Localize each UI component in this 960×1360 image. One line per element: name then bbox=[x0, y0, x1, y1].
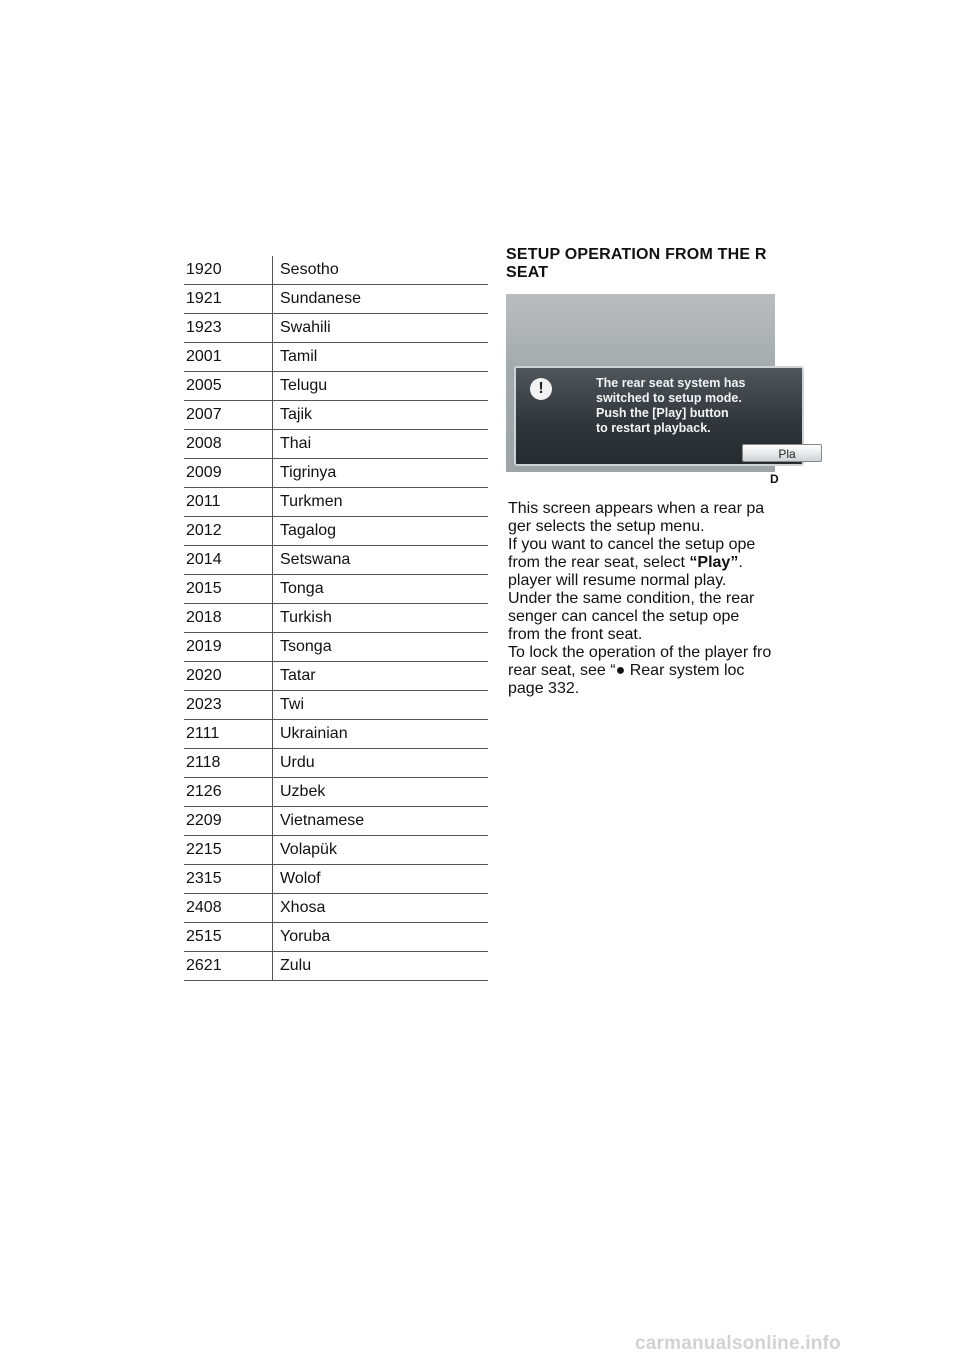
table-row bbox=[184, 952, 488, 981]
language-code: 1920 bbox=[184, 256, 273, 285]
table-row bbox=[184, 575, 488, 604]
language-name: Uzbek bbox=[273, 778, 489, 807]
language-name: Tatar bbox=[273, 662, 489, 691]
language-code: 2126 bbox=[184, 778, 273, 807]
language-name: Xhosa bbox=[273, 894, 489, 923]
language-code-table bbox=[184, 256, 488, 981]
dialog-message-line: Push the [Play] button bbox=[596, 406, 729, 420]
language-code: 2515 bbox=[184, 923, 273, 952]
table-row bbox=[184, 923, 488, 952]
language-code: 2014 bbox=[184, 546, 273, 575]
section-heading-line1: SETUP OPERATION FROM THE R bbox=[506, 246, 767, 263]
language-code: 2209 bbox=[184, 807, 273, 836]
language-name: Setswana bbox=[273, 546, 489, 575]
table-row bbox=[184, 778, 488, 807]
table-row bbox=[184, 720, 488, 749]
table-row bbox=[184, 517, 488, 546]
language-name: Telugu bbox=[273, 372, 489, 401]
language-name: Turkmen bbox=[273, 488, 489, 517]
table-row bbox=[184, 604, 488, 633]
table-row bbox=[184, 894, 488, 923]
body-text-fragment: . bbox=[738, 554, 743, 571]
table-row bbox=[184, 633, 488, 662]
language-name: Ukrainian bbox=[273, 720, 489, 749]
body-line: player will resume normal play. bbox=[508, 572, 727, 589]
language-name: Volapük bbox=[273, 836, 489, 865]
dialog-message bbox=[596, 376, 796, 436]
body-line: page 332. bbox=[508, 680, 580, 697]
language-name: Tsonga bbox=[273, 633, 489, 662]
language-code: 2118 bbox=[184, 749, 273, 778]
body-line: To lock the operation of the player fro bbox=[508, 644, 772, 661]
table-row bbox=[184, 865, 488, 894]
table-row bbox=[184, 401, 488, 430]
body-line: If you want to cancel the setup ope bbox=[508, 536, 756, 553]
section-body bbox=[508, 500, 808, 698]
language-name: Wolof bbox=[273, 865, 489, 894]
body-text-fragment: from the rear seat, select bbox=[508, 554, 690, 571]
table-row bbox=[184, 546, 488, 575]
table-row bbox=[184, 459, 488, 488]
section-heading bbox=[506, 246, 866, 282]
setup-mode-dialog bbox=[514, 366, 804, 466]
language-name: Thai bbox=[273, 430, 489, 459]
body-line: from the front seat. bbox=[508, 626, 643, 643]
setup-operation-section bbox=[506, 246, 796, 766]
dialog-message-line: to restart playback. bbox=[596, 421, 711, 435]
language-code: 2111 bbox=[184, 720, 273, 749]
body-line: Under the same condition, the rear bbox=[508, 590, 755, 607]
language-code: 2019 bbox=[184, 633, 273, 662]
language-code: 2621 bbox=[184, 952, 273, 981]
language-code: 2408 bbox=[184, 894, 273, 923]
body-line: ger selects the setup menu. bbox=[508, 518, 705, 535]
language-name: Tajik bbox=[273, 401, 489, 430]
language-code: 2005 bbox=[184, 372, 273, 401]
dialog-message-line: switched to setup mode. bbox=[596, 391, 742, 405]
table-row bbox=[184, 749, 488, 778]
setup-mode-screenshot bbox=[506, 294, 796, 472]
body-line: This screen appears when a rear pa bbox=[508, 500, 765, 517]
section-heading-line2: SEAT bbox=[506, 264, 549, 281]
language-code: 1921 bbox=[184, 285, 273, 314]
language-name: Yoruba bbox=[273, 923, 489, 952]
table-row bbox=[184, 807, 488, 836]
language-name: Tamil bbox=[273, 343, 489, 372]
body-line: senger can cancel the setup ope bbox=[508, 608, 740, 625]
language-code: 2008 bbox=[184, 430, 273, 459]
table-row bbox=[184, 343, 488, 372]
language-code: 2009 bbox=[184, 459, 273, 488]
table-row bbox=[184, 256, 488, 285]
language-name: Twi bbox=[273, 691, 489, 720]
table-row bbox=[184, 372, 488, 401]
language-code: 2023 bbox=[184, 691, 273, 720]
table-row bbox=[184, 430, 488, 459]
language-code: 2011 bbox=[184, 488, 273, 517]
language-name: Turkish bbox=[273, 604, 489, 633]
language-name: Zulu bbox=[273, 952, 489, 981]
language-name: Tonga bbox=[273, 575, 489, 604]
language-code: 2215 bbox=[184, 836, 273, 865]
table-row bbox=[184, 836, 488, 865]
language-code: 2315 bbox=[184, 865, 273, 894]
table-row bbox=[184, 662, 488, 691]
language-code: 2001 bbox=[184, 343, 273, 372]
language-code: 2020 bbox=[184, 662, 273, 691]
language-code-rows bbox=[184, 256, 488, 981]
screen-background bbox=[506, 294, 775, 364]
language-code: 2007 bbox=[184, 401, 273, 430]
site-watermark: carmanualsonline.info bbox=[635, 1333, 841, 1354]
body-line bbox=[508, 554, 808, 572]
language-code: 1923 bbox=[184, 314, 273, 343]
language-name: Urdu bbox=[273, 749, 489, 778]
language-name: Tigrinya bbox=[273, 459, 489, 488]
warning-icon: ! bbox=[530, 378, 552, 400]
body-line: rear seat, see “● Rear system loc bbox=[508, 662, 745, 679]
language-code: 2018 bbox=[184, 604, 273, 633]
table-row bbox=[184, 691, 488, 720]
language-name: Vietnamese bbox=[273, 807, 489, 836]
language-name: Swahili bbox=[273, 314, 489, 343]
table-row bbox=[184, 488, 488, 517]
play-button[interactable]: Pla bbox=[742, 444, 822, 462]
language-code: 2015 bbox=[184, 575, 273, 604]
language-name: Tagalog bbox=[273, 517, 489, 546]
dialog-message-line: The rear seat system has bbox=[596, 376, 746, 390]
image-code: D bbox=[770, 472, 779, 486]
language-name: Sundanese bbox=[273, 285, 489, 314]
language-name: Sesotho bbox=[273, 256, 489, 285]
table-row bbox=[184, 285, 488, 314]
language-code: 2012 bbox=[184, 517, 273, 546]
table-row bbox=[184, 314, 488, 343]
play-option-label: “Play” bbox=[689, 554, 739, 571]
